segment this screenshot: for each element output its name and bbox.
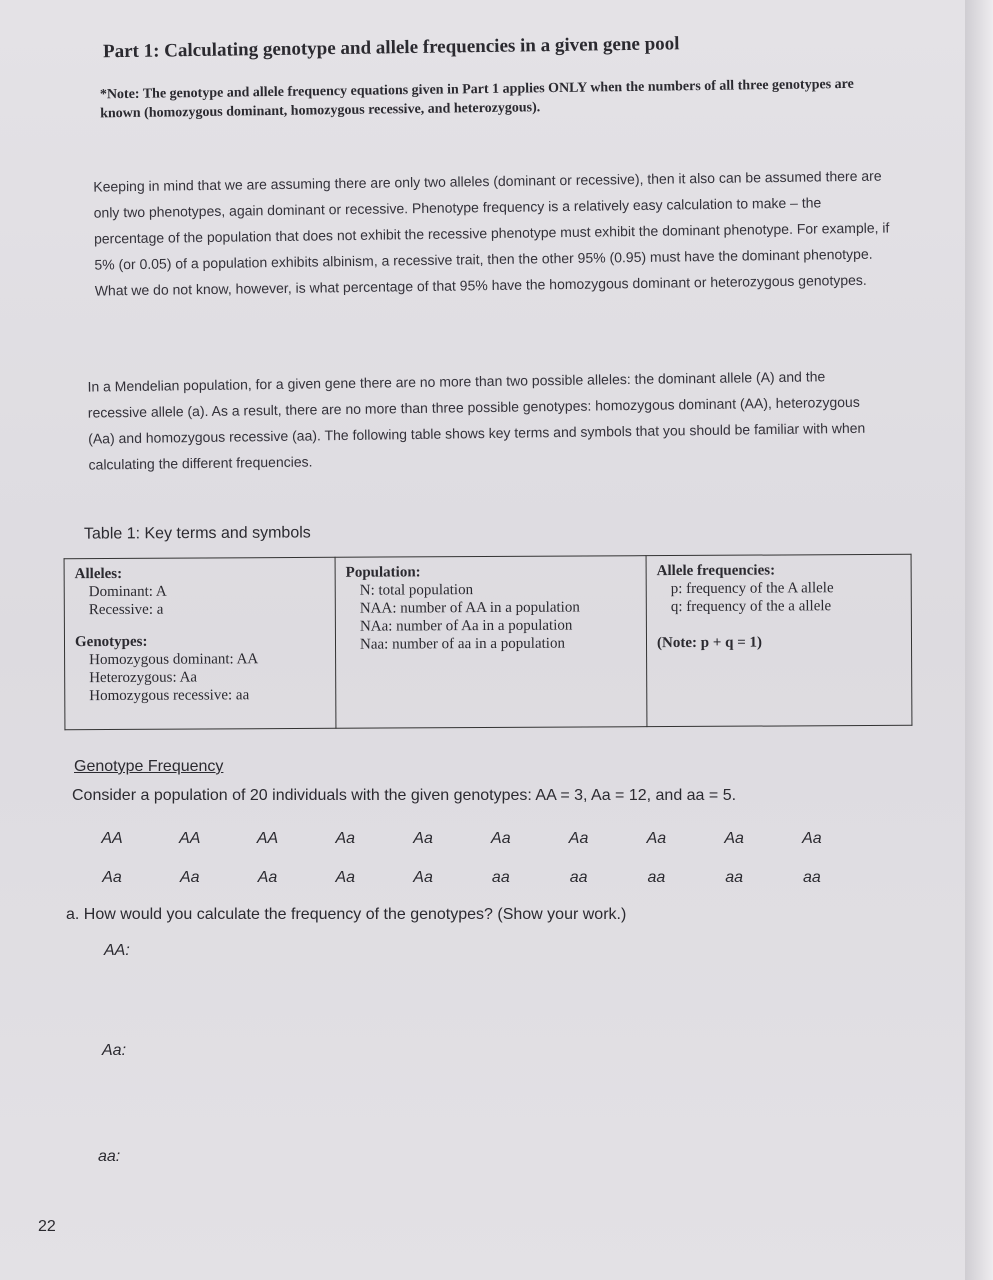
recessive-allele: Recessive: a <box>88 601 164 619</box>
n-heterozygous: NAa: number of Aa in a population <box>359 617 573 635</box>
population-heading: Population: <box>345 564 421 581</box>
population-cell <box>335 556 647 729</box>
homozygous-recessive: Homozygous recessive: aa <box>89 687 250 705</box>
genotype-item: aa <box>802 869 821 886</box>
allele-frequencies-heading: Allele frequencies: <box>656 562 776 580</box>
page-number: 22 <box>38 1218 56 1235</box>
alleles-genotypes-cell <box>64 557 336 729</box>
genotype-item: Aa <box>413 869 433 886</box>
genotype-item: Aa <box>335 869 356 886</box>
note-text: *Note: The genotype and allele frequency equations given in Part 1 applies ONLY when the numbers of all three genotypes are known (homozygous dominant, homozygous recessive, and heterozygous). <box>99 76 854 122</box>
n-homozygous-dominant: NAA: number of AA in a population <box>359 599 580 617</box>
question-a: a. How would you calculate the frequency of the genotypes? (Show your work.) <box>66 906 627 923</box>
genotype-item: Aa <box>802 830 822 847</box>
genotype-item: aa <box>725 869 744 886</box>
genotype-item: aa <box>569 869 588 886</box>
genotype-row-2 <box>92 869 832 887</box>
genotype-item: Aa <box>724 830 744 847</box>
genotype-item: Aa <box>413 830 433 847</box>
genotype-item: AA <box>179 830 201 847</box>
alleles-heading: Alleles: <box>74 565 123 583</box>
genotype-row-1 <box>92 830 832 848</box>
genotype-item: AA <box>101 830 123 847</box>
genotype-item: Aa <box>568 830 589 847</box>
allele-frequency-cell <box>646 554 912 726</box>
dominant-allele: Dominant: A <box>88 583 167 601</box>
q-definition: q: frequency of the a allele <box>670 598 832 616</box>
p-plus-q-note: (Note: p + q = 1) <box>656 634 763 652</box>
page-title: Part 1: Calculating genotype and allele frequencies in a given gene pool <box>102 33 680 63</box>
genotype-frequency-heading: Genotype Frequency <box>74 758 224 775</box>
genotype-item: aa <box>491 869 510 886</box>
paragraph-phenotype: Keeping in mind that we are assuming there are only two alleles (dominant or recessive), then it also can be assumed there are only two phenotypes, again dominant or recessive. Phenotype frequency is a relatively easy calculation to make – the percentage of the population that does not exhibit the recessive phenotype must exhibit the dominant phenotype. For example, if 5% (or 0.05) of a population exhibits albinism, a recessive trait, then the other 95% (0.95) must have the dominant phenotype. What we do not know, however, is what percentage of that 95% have the homozygous dominant or heterozygous genotypes. <box>93 167 890 299</box>
answer-label-aa: aa: <box>98 1148 121 1165</box>
genotype-item: Aa <box>491 830 511 847</box>
paragraph-mendelian: In a Mendelian population, for a given gene there are no more than two possible alleles: the dominant allele (A) and the recessive allele (a). As a result, there are no more than three possible genotypes: homozygous dominant (AA), heterozygous (Aa) and homozygous recessive (aa). The following table shows key terms and symbols that you should be familiar with when calculating the different frequencies. <box>87 368 866 473</box>
genotype-item: Aa <box>102 869 122 886</box>
heterozygous: Heterozygous: Aa <box>89 669 198 687</box>
answer-label-AA: AA: <box>104 942 130 959</box>
genotype-item: Aa <box>179 869 200 886</box>
next-page-edge <box>965 0 993 1280</box>
table-caption: Table 1: Key terms and symbols <box>83 524 311 543</box>
answer-label-Aa: Aa: <box>102 1042 127 1059</box>
key-terms-table <box>64 554 913 730</box>
genotype-item: AA <box>256 830 279 847</box>
genotype-item: aa <box>647 869 666 886</box>
n-total: N: total population <box>359 582 474 599</box>
genotype-item: Aa <box>646 830 667 847</box>
population-description: Consider a population of 20 individuals with the given genotypes: AA = 3, Aa = 12, and aa = 5. <box>72 787 737 804</box>
p-definition: p: frequency of the A allele <box>670 580 834 598</box>
homozygous-dominant: Homozygous dominant: AA <box>89 651 259 669</box>
n-homozygous-recessive: Naa: number of aa in a population <box>359 635 565 653</box>
genotype-item: Aa <box>257 869 278 886</box>
genotypes-heading: Genotypes: <box>74 633 148 651</box>
genotype-item: Aa <box>335 830 356 847</box>
